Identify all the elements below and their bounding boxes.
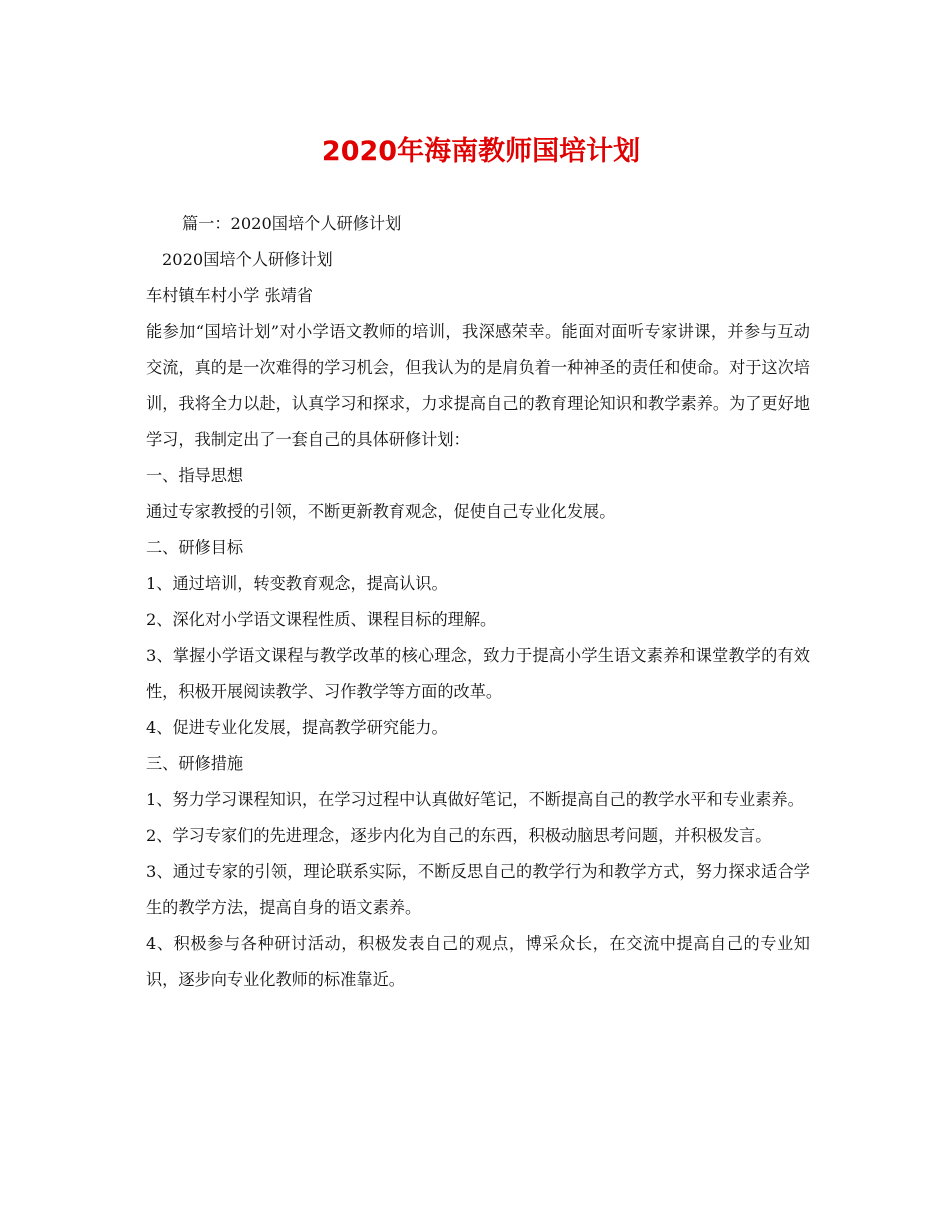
list-item: 2、深化对小学语文课程性质、课程目标的理解。	[146, 610, 497, 629]
list-item: 2、学习专家们的先进理念，逐步内化为自己的东西，积极动脑思考问题，并积极发言。	[146, 826, 772, 845]
list-item: 3、通过专家的引领，理论联系实际，不断反思自己的教学行为和教学方式，努力探求适合学生的教学方法，提高自身的语文素养。	[146, 862, 810, 917]
document-body	[146, 206, 810, 998]
heading-study-goals: 二、研修目标	[146, 538, 244, 557]
document-title: 2020年海南教师国培计划	[321, 136, 641, 167]
paragraph: 通过专家教授的引领，不断更新教育观念，促使自己专业化发展。	[146, 502, 616, 521]
section-heading: 篇一：2020国培个人研修计划	[182, 214, 402, 233]
list-item: 4、积极参与各种研讨活动，积极发表自己的观点，博采众长，在交流中提高自己的专业知识，逐步向专业化教师的标准靠近。	[146, 934, 810, 989]
sub-title: 2020国培个人研修计划	[162, 250, 333, 269]
author-line: 车村镇车村小学 张靖省	[146, 286, 314, 305]
list-item: 1、通过培训，转变教育观念，提高认识。	[146, 574, 448, 593]
list-item: 1、努力学习课程知识，在学习过程中认真做好笔记，不断提高自己的教学水平和专业素养。	[146, 790, 804, 809]
intro-paragraph: 能参加“国培计划”对小学语文教师的培训，我深感荣幸。能面对面听专家讲课，并参与互动交流，真的是一次难得的学习机会，但我认为的是肩负着一种神圣的责任和使命。对于这次培训，我将全力以赴，认真学习和探求，力求提高自己的教育理论知识和教学素养。为了更好地学习，我制定出了一套自己的具体研修计划：	[146, 322, 810, 449]
heading-guiding-thought: 一、指导思想	[146, 466, 244, 485]
list-item: 4、促进专业化发展，提高教学研究能力。	[146, 718, 448, 737]
list-item: 3、掌握小学语文课程与教学改革的核心理念，致力于提高小学生语文素养和课堂教学的有效性，积极开展阅读教学、习作教学等方面的改革。	[146, 646, 810, 701]
heading-study-measures: 三、研修措施	[146, 754, 244, 773]
